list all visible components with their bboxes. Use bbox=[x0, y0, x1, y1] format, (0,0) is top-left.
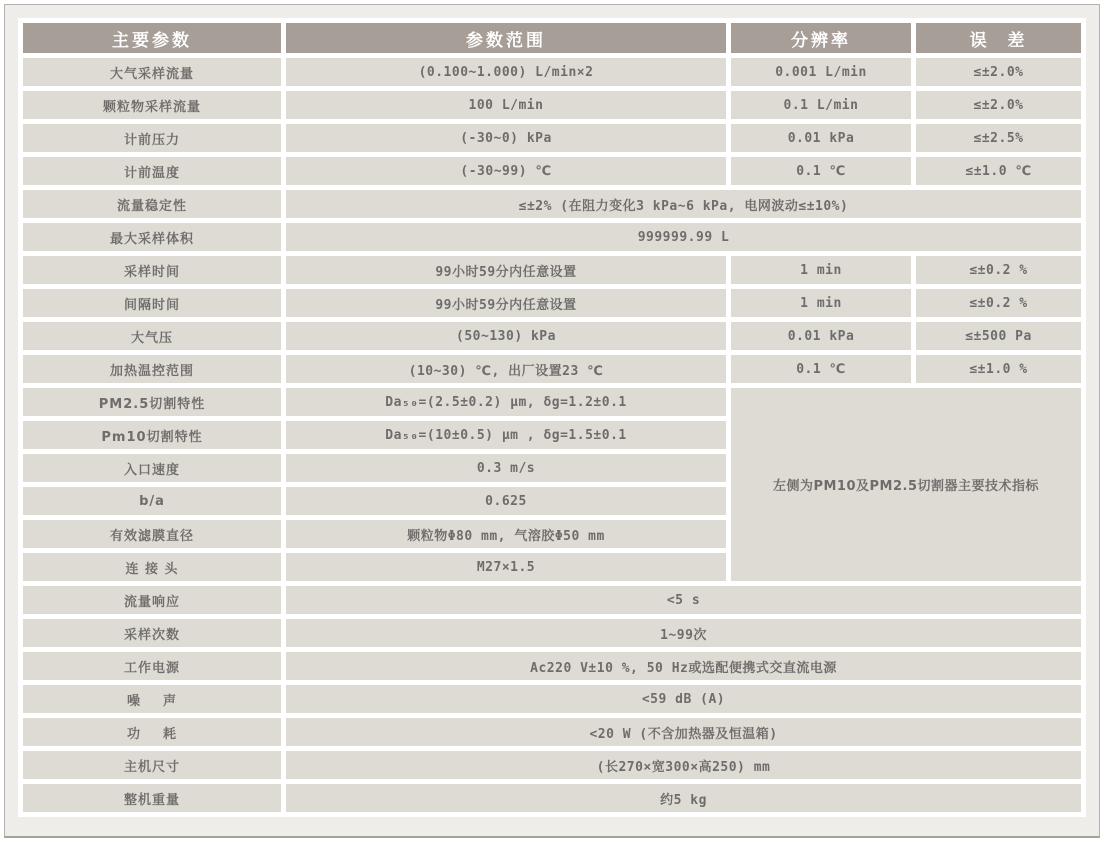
param-cell: 工作电源 bbox=[23, 652, 281, 680]
range-cell: <59 dB (A) bbox=[286, 685, 1081, 713]
range-cell: 颗粒物Φ80 mm, 气溶胶Φ50 mm bbox=[286, 520, 726, 548]
merged-note-cell: 左侧为PM10及PM2.5切割器主要技术指标 bbox=[731, 388, 1081, 581]
param-cell: 颗粒物采样流量 bbox=[23, 91, 281, 119]
range-cell: (10~30) ℃, 出厂设置23 ℃ bbox=[286, 355, 726, 383]
page-frame bbox=[4, 4, 1100, 838]
range-cell: 99小时59分内任意设置 bbox=[286, 256, 726, 284]
range-cell: (50~130) kPa bbox=[286, 322, 726, 350]
table-row bbox=[23, 58, 1081, 86]
range-cell: 999999.99 L bbox=[286, 223, 1081, 251]
range-cell: Da₅₀=(2.5±0.2) μm, δg=1.2±0.1 bbox=[286, 388, 726, 416]
header-parameter-range: 参数范围 bbox=[286, 23, 726, 53]
table-row bbox=[23, 388, 1081, 416]
header-resolution: 分辨率 bbox=[731, 23, 911, 53]
param-cell: 整机重量 bbox=[23, 784, 281, 812]
table-row bbox=[23, 124, 1081, 152]
error-cell: ≤±1.0 ℃ bbox=[916, 157, 1081, 185]
param-cell: 主机尺寸 bbox=[23, 751, 281, 779]
table-row bbox=[23, 355, 1081, 383]
error-cell: ≤±2.5% bbox=[916, 124, 1081, 152]
param-cell: 流量稳定性 bbox=[23, 190, 281, 218]
param-cell: 大气压 bbox=[23, 322, 281, 350]
param-cell: 大气采样流量 bbox=[23, 58, 281, 86]
resolution-cell: 1 min bbox=[731, 256, 911, 284]
resolution-cell: 0.1 ℃ bbox=[731, 355, 911, 383]
table-row bbox=[23, 289, 1081, 317]
header-error: 误 差 bbox=[916, 23, 1081, 53]
resolution-cell: 0.01 kPa bbox=[731, 124, 911, 152]
table-row bbox=[23, 652, 1081, 680]
range-cell: (-30~99) ℃ bbox=[286, 157, 726, 185]
resolution-cell: 1 min bbox=[731, 289, 911, 317]
param-cell: 噪 声 bbox=[23, 685, 281, 713]
table-row bbox=[23, 784, 1081, 812]
param-cell: PM2.5切割特性 bbox=[23, 388, 281, 416]
error-cell: ≤±2.0% bbox=[916, 91, 1081, 119]
range-cell: (长270×宽300×高250) mm bbox=[286, 751, 1081, 779]
param-cell: 计前压力 bbox=[23, 124, 281, 152]
error-cell: ≤±0.2 % bbox=[916, 256, 1081, 284]
table-row bbox=[23, 586, 1081, 614]
param-cell: 计前温度 bbox=[23, 157, 281, 185]
table-row bbox=[23, 619, 1081, 647]
param-cell: 功 耗 bbox=[23, 718, 281, 746]
table-row bbox=[23, 223, 1081, 251]
param-cell: 采样次数 bbox=[23, 619, 281, 647]
table-row bbox=[23, 157, 1081, 185]
table-row bbox=[23, 751, 1081, 779]
range-cell: ≤±2% (在阻力变化3 kPa~6 kPa, 电网波动≤±10%) bbox=[286, 190, 1081, 218]
table-row bbox=[23, 256, 1081, 284]
table-row bbox=[23, 685, 1081, 713]
resolution-cell: 0.001 L/min bbox=[731, 58, 911, 86]
range-cell: <20 W (不含加热器及恒温箱) bbox=[286, 718, 1081, 746]
error-cell: ≤±500 Pa bbox=[916, 322, 1081, 350]
table-body bbox=[23, 58, 1081, 812]
param-cell: b/a bbox=[23, 487, 281, 515]
range-cell: 100 L/min bbox=[286, 91, 726, 119]
table-row bbox=[23, 190, 1081, 218]
param-cell: 加热温控范围 bbox=[23, 355, 281, 383]
range-cell: 约5 kg bbox=[286, 784, 1081, 812]
range-cell: 99小时59分内任意设置 bbox=[286, 289, 726, 317]
header-main-parameter: 主要参数 bbox=[23, 23, 281, 53]
param-cell: 有效滤膜直径 bbox=[23, 520, 281, 548]
param-cell: 间隔时间 bbox=[23, 289, 281, 317]
range-cell: Ac220 V±10 %, 50 Hz或选配便携式交直流电源 bbox=[286, 652, 1081, 680]
resolution-cell: 0.01 kPa bbox=[731, 322, 911, 350]
table-row bbox=[23, 322, 1081, 350]
param-cell: Pm10切割特性 bbox=[23, 421, 281, 449]
table-row bbox=[23, 91, 1081, 119]
resolution-cell: 0.1 L/min bbox=[731, 91, 911, 119]
resolution-cell: 0.1 ℃ bbox=[731, 157, 911, 185]
range-cell: (-30~0) kPa bbox=[286, 124, 726, 152]
param-cell: 连 接 头 bbox=[23, 553, 281, 581]
range-cell: M27×1.5 bbox=[286, 553, 726, 581]
range-cell: <5 s bbox=[286, 586, 1081, 614]
error-cell: ≤±1.0 % bbox=[916, 355, 1081, 383]
header-row bbox=[23, 23, 1081, 53]
range-cell: 0.625 bbox=[286, 487, 726, 515]
param-cell: 入口速度 bbox=[23, 454, 281, 482]
range-cell: 0.3 m/s bbox=[286, 454, 726, 482]
param-cell: 流量响应 bbox=[23, 586, 281, 614]
range-cell: 1~99次 bbox=[286, 619, 1081, 647]
range-cell: (0.100~1.000) L/min×2 bbox=[286, 58, 726, 86]
range-cell: Da₅₀=(10±0.5) μm , δg=1.5±0.1 bbox=[286, 421, 726, 449]
param-cell: 采样时间 bbox=[23, 256, 281, 284]
param-cell: 最大采样体积 bbox=[23, 223, 281, 251]
table-row bbox=[23, 718, 1081, 746]
error-cell: ≤±2.0% bbox=[916, 58, 1081, 86]
error-cell: ≤±0.2 % bbox=[916, 289, 1081, 317]
spec-table bbox=[18, 18, 1086, 817]
